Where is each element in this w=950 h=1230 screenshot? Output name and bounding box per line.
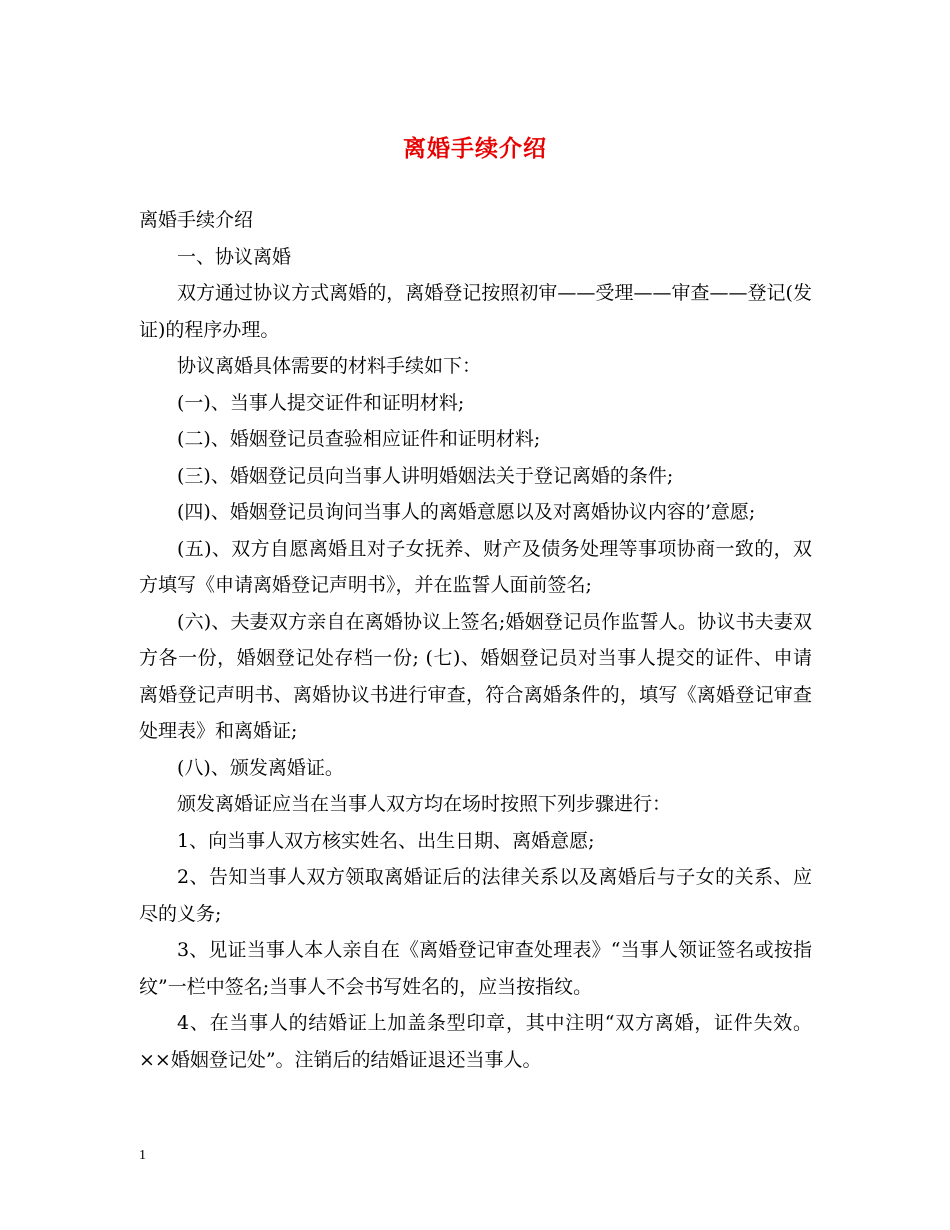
- paragraph: 离婚手续介绍: [139, 209, 254, 231]
- paragraph: 1、向当事人双方核实姓名、出生日期、离婚意愿;: [177, 829, 595, 852]
- page-number: 1: [139, 1148, 146, 1163]
- paragraph: (五)、双方自愿离婚且对子女抚养、财产及债务处理等事项协商一致的，双方填写《申请离婚登记声明书》，并在监誓人面前签名;: [139, 537, 812, 596]
- paragraph: 颁发离婚证应当在当事人双方均在场时按照下列步骤进行：: [177, 793, 672, 815]
- paragraph: 协议离婚具体需要的材料手续如下：: [177, 355, 482, 377]
- paragraph: (八)、颁发离婚证。: [177, 756, 344, 779]
- document-title: 离婚手续介绍: [403, 135, 547, 162]
- paragraph: (三)、婚姻登记员向当事人讲明婚姻法关于登记离婚的条件;: [177, 464, 674, 487]
- paragraph: 一、协议离婚: [177, 245, 292, 268]
- paragraph: 4、在当事人的结婚证上加盖条型印章，其中注明“双方离婚，证件失效。××婚姻登记处”。注销后的结婚证退还当事人。: [139, 1012, 812, 1071]
- paragraph: (六)、夫妻双方亲自在离婚协议上签名;婚姻登记员作监誓人。协议书夫妻双方各一份，婚姻登记处存档一份; (七)、婚姻登记员对当事人提交的证件、申请离婚登记声明书、离婚协议书进行审查，符合离婚条件的，填写《离婚登记审查处理表》和离婚证;: [139, 610, 812, 742]
- paragraph: 3、见证当事人本人亲自在《离婚登记审查处理表》“当事人领证签名或按指纹”一栏中签名;当事人不会书写姓名的，应当按指纹。: [139, 939, 812, 998]
- paragraph: 双方通过协议方式离婚的，离婚登记按照初审——受理——审查——登记(发证)的程序办理。: [139, 282, 812, 341]
- paragraph: (四)、婚姻登记员询问当事人的离婚意愿以及对离婚协议内容的’意愿;: [177, 501, 756, 523]
- paragraph: (一)、当事人提交证件和证明材料;: [177, 391, 465, 414]
- paragraph: (二)、婚姻登记员查验相应证件和证明材料;: [177, 428, 541, 450]
- paragraph: 2、告知当事人双方领取离婚证后的法律关系以及离婚后与子女的关系、应尽的义务;: [139, 866, 812, 925]
- document-body: [139, 202, 812, 1078]
